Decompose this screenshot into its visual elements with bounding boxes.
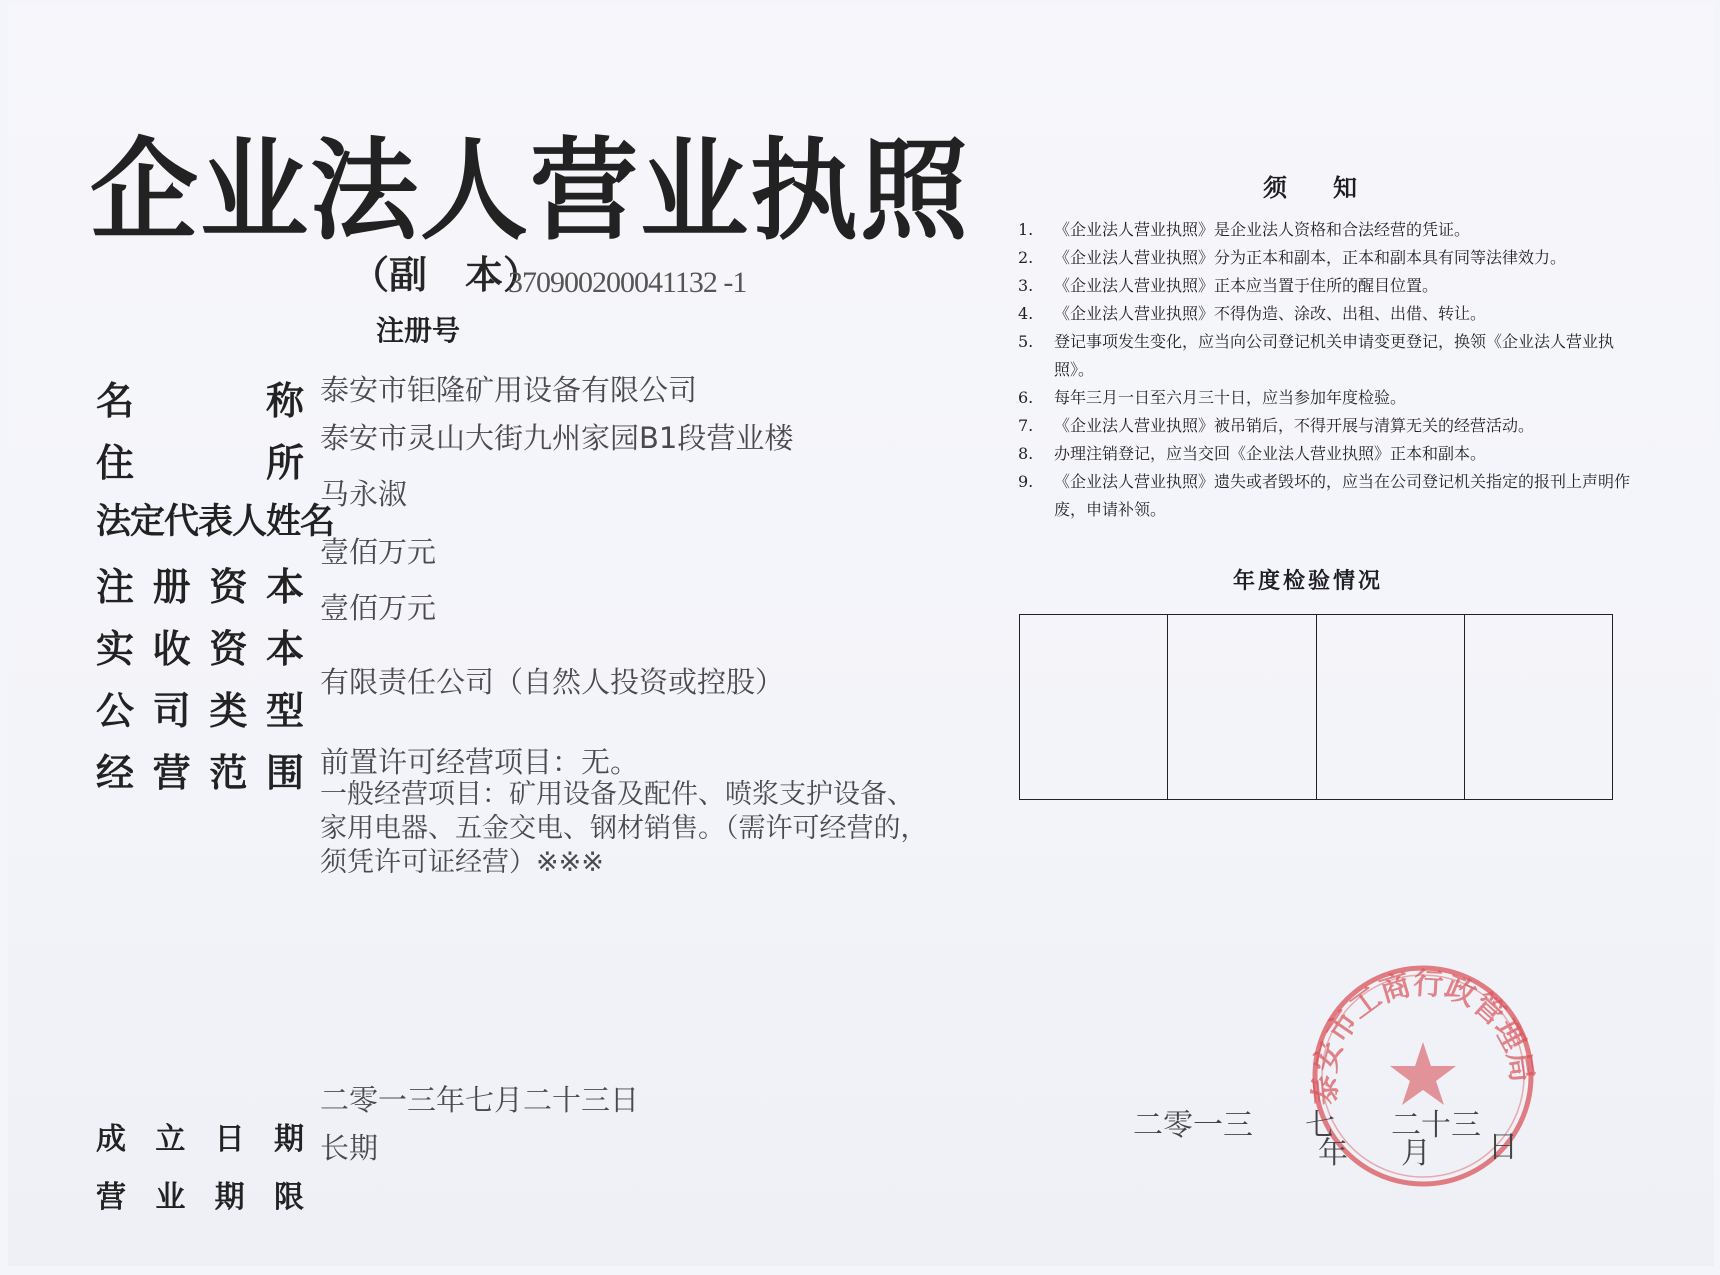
value-business-scope-pre: 前置许可经营项目：无。 (320, 745, 640, 779)
issue-month: 七 (1305, 1108, 1335, 1143)
document-title: 企业法人营业执照 (90, 127, 971, 256)
issue-day: 二十三 (1391, 1108, 1481, 1143)
issue-year: 二零一三 (1133, 1108, 1253, 1143)
registration-label: 注册号 (376, 314, 461, 347)
annual-inspection-title: 年度检验情况 (1233, 569, 1384, 594)
inspection-cell (1464, 615, 1612, 799)
label-registered-capital: 注 册 资 本 (96, 565, 304, 609)
issue-day-char: 日 (1488, 1130, 1518, 1165)
notice-item: 3. 《企业法人营业执照》正本应当置于住所的醒目位置。 (1018, 276, 1439, 295)
value-name: 泰安市钜隆矿用设备有限公司 (320, 373, 698, 407)
issue-month-char: 月 (1401, 1136, 1431, 1171)
value-legal-representative: 马永淑 (320, 477, 408, 511)
label-business-scope: 经 营 范 围 (96, 751, 304, 795)
registration-number: 370900200041132 -1 (508, 266, 747, 299)
value-company-type: 有限责任公司（自然人投资或控股） (320, 665, 785, 699)
label-business-term: 营 业 期 限 (96, 1180, 304, 1215)
inspection-cell (1167, 615, 1315, 799)
label-company-type: 公 司 类 型 (96, 689, 304, 733)
notice-item: 9. 《企业法人营业执照》遗失或者毁坏的，应当在公司登记机关指定的报刊上声明作废，申请补领。 (1018, 472, 1631, 519)
notice-item: 5. 登记事项发生变化，应当向公司登记机关申请变更登记，换领《企业法人营业执照》。 (1018, 332, 1615, 379)
notice-item: 7. 《企业法人营业执照》被吊销后，不得开展与清算无关的经营活动。 (1018, 416, 1535, 435)
notice-item: 4. 《企业法人营业执照》不得伪造、涂改、出租、出借、转让。 (1018, 304, 1487, 323)
value-paid-capital: 壹佰万元 (320, 591, 437, 625)
annual-inspection-grid (1019, 614, 1613, 800)
copy-label: （副 本） (351, 253, 542, 297)
label-legal-representative: 法定代表人姓名 (96, 502, 335, 542)
issue-year-char: 年 (1318, 1136, 1348, 1171)
value-registered-capital: 壹佰万元 (320, 535, 437, 569)
value-business-scope-general: 一般经营项目：矿用设备及配件、喷浆支护设备、家用电器、五金交电、钢材销售。（需许可经营的，须凭许可证经营）※※※ (320, 779, 928, 878)
notice-item: 6. 每年三月一日至六月三十日，应当参加年度检验。 (1018, 388, 1407, 407)
value-business-term: 长期 (320, 1131, 379, 1165)
stamp-text: 泰安市工商行政管理局 (1307, 966, 1540, 1107)
notice-item: 2. 《企业法人营业执照》分为正本和副本，正本和副本具有同等法律效力。 (1018, 248, 1567, 267)
business-license-document (8, 4, 1714, 1266)
inspection-cell (1020, 615, 1167, 799)
notice-item: 1. 《企业法人营业执照》是企业法人资格和合法经营的凭证。 (1018, 220, 1471, 239)
notice-title: 须知 (1263, 174, 1403, 202)
label-paid-capital: 实 收 资 本 (96, 627, 304, 671)
notice-item: 8. 办理注销登记，应当交回《企业法人营业执照》正本和副本。 (1018, 444, 1487, 463)
label-establishment-date: 成 立 日 期 (96, 1122, 304, 1157)
label-address: 住 所 (96, 441, 304, 485)
label-name: 名 称 (96, 379, 304, 423)
value-address: 泰安市灵山大街九州家园B1段营业楼 (320, 421, 794, 455)
notice-list (1018, 216, 1630, 524)
inspection-cell (1316, 615, 1464, 799)
value-establishment-date: 二零一三年七月二十三日 (320, 1083, 640, 1117)
